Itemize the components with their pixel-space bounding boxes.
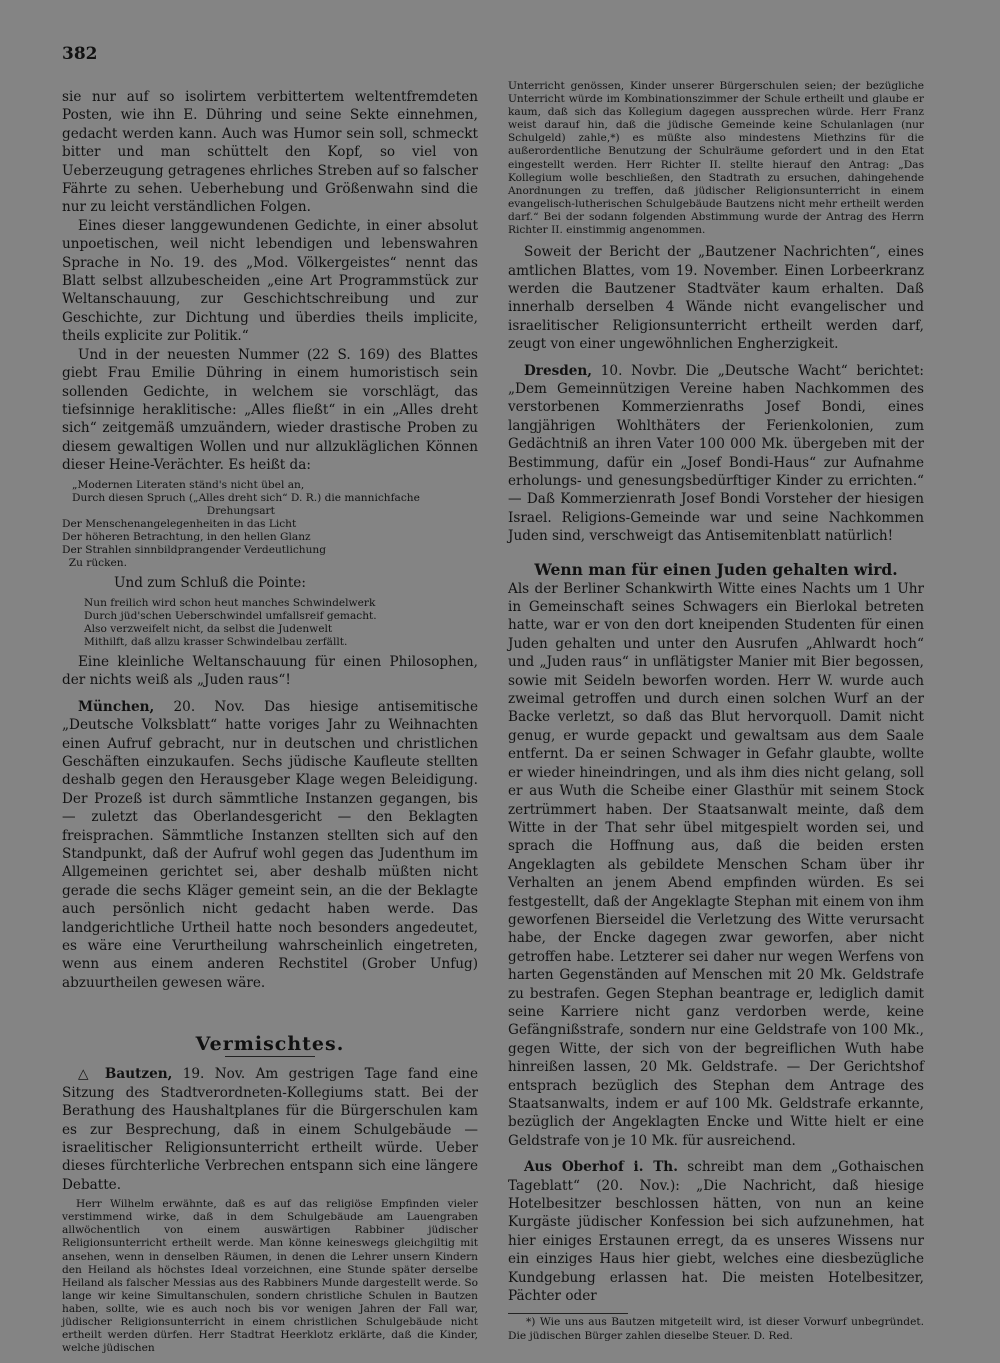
paragraph-bautzen-comment: Soweit der Bericht der „Bautzener Nachrichten“, eines amtlichen Blattes, vom 19. November. Einen Lorbeerkranz werden die Bautzener Stadtväter kaum erhalten. Daß innerhalb derselben 4 Wände nicht evangelischer und israelitischer Religionsunterricht ertheilt werden darf, zeugt von einer ungewöhnlichen Engherzigkeit. bbox=[508, 244, 924, 353]
article-munich bbox=[62, 698, 478, 993]
verse-line: Durch diesen Spruch („Alles dreht sich“ D. R.) die mannichfache bbox=[72, 491, 420, 504]
dateline-munich: München, bbox=[78, 698, 155, 715]
dateline-dresden: Dresden, bbox=[524, 362, 593, 379]
left-column bbox=[62, 88, 478, 1355]
verse-line: Drehungsart bbox=[72, 504, 275, 517]
article-oberhof bbox=[508, 1158, 924, 1305]
right-column bbox=[508, 80, 924, 1343]
article-bautzen bbox=[62, 1065, 478, 1194]
paragraph-pointe: Und zum Schluß die Pointe: bbox=[114, 575, 306, 592]
verse-line: Also verzweifelt nicht, da selbst die Judenwelt bbox=[84, 622, 333, 635]
section-title: Vermischtes. bbox=[195, 1033, 345, 1056]
footnote-rule bbox=[508, 1313, 628, 1314]
paragraph-emilie-duehring: Und in der neuesten Nummer (22 S. 169) des Blattes giebt Frau Emilie Dühring in einem humoristisch sein sollenden Gedichte, in welchem sie vorschlägt, das tiefsinnige heraklitische: „Alles fließt“ in ein „Alles dreht sich“ zeitgemäß umzuändern, wieder drastische Proben zu diesem gewaltigen Wollen und nur allzukläglichen Können dieser Heine-Verächter. Es heißt da: bbox=[62, 346, 478, 474]
paragraph-poem-critique: Eines dieser langgewundenen Gedichte, in einer absolut unpoetischen, weil nicht lebendigen und lebenswahren Sprache in No. 19. des „Mod. Völkergeistes“ nennt das Blatt selbst allzubescheiden „eine Art Programmstück zur Weltanschauung, zur Geschichtschreibung und zur Geschichte, zur Dichtung und überdies theils implicite, theils explicite zur Politik.“ bbox=[62, 217, 478, 345]
verse-line: Nun freilich wird schon heut manches Schwindelwerk bbox=[84, 596, 376, 609]
dateline-bautzen: Bautzen, bbox=[104, 1066, 173, 1083]
footnote: *) Wie uns aus Bautzen mitgeteilt wird, ist dieser Vorwurf unbegründet. Die jüdischen Bürger zahlen dieselbe Steuer. D. Red. bbox=[508, 1316, 924, 1342]
paragraph-conclusion: Eine kleinliche Weltanschauung für einen Philosophen, der nichts weiß als „Juden raus“! bbox=[62, 653, 478, 689]
poem-quote-1 bbox=[62, 479, 478, 571]
article-dresden-body: 10. Novbr. Die „Deutsche Wacht“ berichtet: „Dem Gemeinnützigen Vereine haben Nachkommen des verstorbenen Kommerzienraths Josef Bondi, eines langjährigen Wohlthäters der Ferienkolonien, zum Gedächtniß an ihren Vater 100 000 Mk. übergeben mit der Bestimmung, dafür ein „Josef Bondi-Haus“ zur Aufnahme erholungs- und genesungsbedürftiger Kinder zu errichten.“ — Daß Kommerzienrath Josef Bondi Vorsteher der hiesigen Israel. Religions-Gemeinde war und seine Nachkommen Juden sind, verschweigt das Antisemitenblatt natürlich! bbox=[508, 362, 924, 545]
verse-line: Zu rücken. bbox=[62, 557, 127, 570]
article-oberhof-body: schreibt man dem „Gothaischen Tageblatt“ (20. Nov.): „Die Nachricht, daß hiesige Hotelbesitzer beschlossen hätten, von nun an keine Kurgäste jüdischer Konfession bei sich aufzunehmen, hat hier einiges Erstaunen erregt, da es unseres Wissens nur ein einziges Haus hier giebt, welches eine diesbezügliche Kundgebung erlassen hat. Die meisten Hotelbesitzer, Pächter oder bbox=[508, 1159, 924, 1305]
poem-quote-2 bbox=[62, 597, 478, 649]
page-number: 382 bbox=[62, 44, 98, 64]
article-bautzen-body: 19. Nov. Am gestrigen Tage fand eine Sitzung des Stadtverordneten-Kollegiums statt. Bei der Berathung des Haushaltplanes für die Bürgerschulen kam es zur Besprechung, daß in einem Schulgebäude — israelitischer Religionsunterricht ertheilt würde. Ueber dieses fürchterliche Verbrechen entspann sich eine längere Debatte. bbox=[62, 1066, 478, 1193]
article-witte-body: Als der Berliner Schankwirth Witte eines Nachts um 1 Uhr in Gemeinschaft seines Schwagers ein Bierlokal betreten hatte, war er von den dort kneipenden Studenten für einen Juden gehalten und unter den Ausrufen „Ahlwardt hoch“ und „Juden raus“ in unflätigster Manier mit Bier begossen, sowie mit Seideln beworfen worden. Herr W. wurde auch zweimal getroffen und durch einen solchen Wurf an der Backe verletzt, so daß das Blut hervorquoll. Damit nicht genug, er wurde gepackt und gewaltsam aus dem Saale entfernt. Da er seinen Schwager in Gefahr glaubte, wollte er wieder hineindringen, und als ihm dies nicht gelang, soll er aus Wuth die Scheibe einer Glasthür mit seinem Stock zertrümmert haben. Der Staatsanwalt meinte, daß dem Witte in der That sehr übel mitgespielt worden sei, und sprach die Hoffnung aus, daß die beiden ersten Angeklagten als gebildete Menschen Scham über ihr Verhalten an jenem Abend empfinden würden. Es sei festgestellt, daß der Angeklagte Stephan mit einem von ihm geworfenen Bierseidel die Verletzung des Witte verursacht habe, der Encke dagegen zwar geworfen, aber nicht getroffen habe. Letzterer sei daher nur wegen Werfens von harten Gegenständen auf Menschen mit 20 Mk. Geldstrafe zu bestrafen. Gegen Stephan beantrage er, lediglich damit seine Karriere nicht ganz verdorben werde, keine Gefängnißstrafe, sondern nur eine Geldstrafe von 100 Mk., gegen Witte, der sich von der begreiflichen Wuth habe hinreißen lassen, 20 Mk. Geldstrafe. — Der Gerichtshof entsprach bezüglich des Stephan dem Antrage des Staatsanwalts, indem er auf 100 Mk. Geldstrafe erkannte, bezüglich der Angeklagten Encke und Witte hielt er eine Geldstrafe von je 10 Mk. für ausreichend. bbox=[508, 580, 924, 1149]
article-dresden bbox=[508, 362, 924, 546]
article-title-witte: Wenn man für einen Juden gehalten wird. bbox=[534, 559, 898, 579]
article-munich-body: 20. Nov. Das hiesige antisemitische „Deutsche Volksblatt“ hatte voriges Jahr zu Weihnachten einen Aufruf gebracht, nur in deutschen und christlichen Geschäften einzukaufen. Sechs jüdische Kaufleute stellten deshalb gegen den Herausgeber Klage wegen Beleidigung. Der Prozeß ist durch sämmtliche Instanzen gegangen, bis — zuletzt das Oberlandesgericht — den Beklagten freisprachen. Sämmtliche Instanzen stellten sich auf den Standpunkt, daß der Aufruf wohl gegen das Judenthum im Allgemeinen gerichtet sei, aber deshalb müßten nicht gerade die sechs Kläger gemeint sein, an die der Beklagte auch persönlich nicht gedacht haben werde. Das landgerichtliche Urtheil hatte noch besonders angedeutet, es wäre eine Verurtheilung wahrscheinlich eingetreten, wenn aus einem anderen Rechstitel (Grober Unfug) abzuurtheilen gewesen wäre. bbox=[62, 698, 478, 991]
triangle-icon: △ bbox=[78, 1066, 95, 1083]
verse-line: „Modernen Literaten ständ's nicht übel an, bbox=[72, 478, 305, 491]
paragraph-duehring-intro: sie nur auf so isolirtem verbittertem weltentfremdeten Posten, wie ihn E. Dühring und seine Sekte einnehmen, gedacht werden kann. Auch was Humor sein soll, schmeckt bitter und man schüttelt den Kopf, so viel von Ueberzeugung getragenes ehrliches Streben auf so falscher Fährte zu sehen. Ueberhebung und Größenwahn sind die nur zu leicht verständlichen Folgen. bbox=[62, 89, 478, 216]
verse-line: Durch jüd'schen Ueberschwindel umfallsreif gemacht. bbox=[84, 609, 377, 622]
verse-line: Der höheren Betrachtung, in den hellen Glanz bbox=[62, 530, 311, 543]
verse-line: Der Strahlen sinnbildprangender Verdeutlichung bbox=[62, 544, 327, 556]
verse-line: Der Menschenangelegenheiten in das Licht bbox=[62, 517, 297, 530]
verse-line: Mithilft, daß allzu krasser Schwindelbau zerfällt. bbox=[84, 635, 348, 648]
paragraph-bautzen-debate: Herr Wilhelm erwähnte, daß es auf das religiöse Empfinden vieler verstimmend wirke, daß in dem Schulgebäude am Lauengraben allwöchentlich von einem auswärtigen Rabbiner jüdischer Religionsunterricht ertheilt werde. Man könne keineswegs gleichgiltig mit ansehen, wenn in denselben Räumen, in denen die Lehrer unsern Kindern den Heiland als höchstes Ideal vorzeichnen, eine Stunde später derselbe Heiland als falscher Messias aus des Rabbiners Munde dargestellt werde. So lange wir keine Simultanschulen, sondern christliche Schulen in Bautzen haben, sollte, wie es auch noch bis vor wenigen Jahren der Fall war, jüdischer Religionsunterricht in einem christlichen Schulgebäude nicht ertheilt werden dürfen. Herr Stadtrat Heerklotz erklärte, daß die Kinder, welche jüdischen bbox=[62, 1198, 478, 1355]
paragraph-bautzen-debate-continued: Unterricht genössen, Kinder unserer Bürgerschulen seien; der bezügliche Unterricht würde im Kombinationszimmer der Schule ertheilt und glaube er kaum, daß sich das Kollegium dagegen aussprechen würde. Herr Franz weist darauf hin, daß die jüdische Gemeinde keine Schulanlagen (nur Schulgeld) zahle,*) es müßte also mindestens Miethzins für die außerordentliche Benutzung der Schulräume gefordert und in den Etat eingestellt werden. Herr Richter II. stellte hierauf den Antrag: „Das Kollegium wolle beschließen, den Stadtrath zu ersuchen, dahingehende Anordnungen zu treffen, daß jüdischer Religionsunterricht in einem evangelisch-lutherischen Schulgebäude Bautzens nicht mehr ertheilt werden darf.“ Bei der sodann folgenden Abstimmung wurde der Antrag des Herrn Richter II. einstimmig angenommen. bbox=[508, 80, 924, 237]
dateline-oberhof: Aus Oberhof i. Th. bbox=[524, 1159, 678, 1176]
